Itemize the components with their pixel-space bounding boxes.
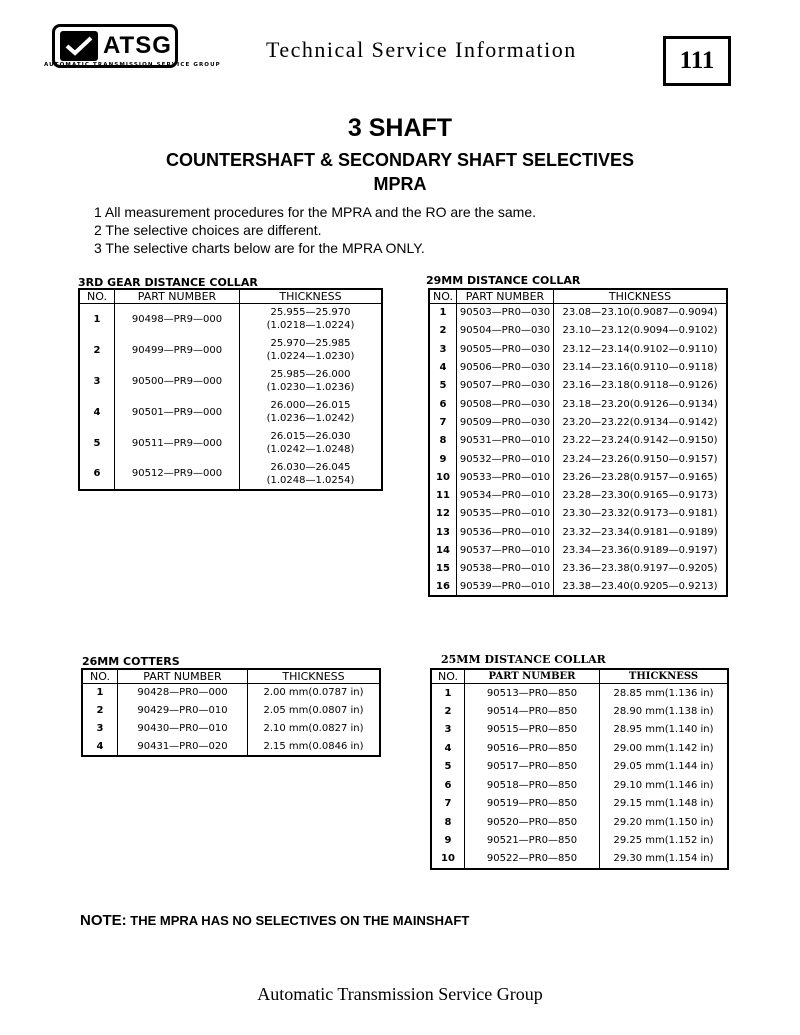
- row-number: 14: [429, 541, 457, 559]
- thickness-value: 29.25 mm(1.152 in): [600, 832, 729, 851]
- thickness-value: 23.36—23.38(0.9197—0.9205): [554, 560, 728, 578]
- table-row: [79, 304, 382, 335]
- part-number: 90430—PR0—010: [118, 720, 248, 738]
- thickness-value: 23.32—23.34(0.9181—0.9189): [554, 523, 728, 541]
- row-number: 13: [429, 523, 457, 541]
- part-number: 90507—PR0—030: [457, 377, 554, 395]
- table-row: [429, 413, 727, 431]
- table-29mm-distance-collar: [428, 288, 728, 597]
- part-number: 90515—PR0—850: [465, 721, 600, 740]
- thickness-value: 23.18—23.20(0.9126—0.9134): [554, 395, 728, 413]
- thickness-mm: 25.985—26.000: [270, 369, 351, 380]
- table-row: [82, 720, 380, 738]
- thickness-value: 2.10 mm(0.0827 in): [248, 720, 381, 738]
- row-number: 8: [429, 432, 457, 450]
- row-number: 2: [429, 322, 457, 340]
- table-row: [429, 304, 727, 322]
- table-row: [79, 459, 382, 490]
- table-row: [429, 578, 727, 596]
- note-text: THE MPRA HAS NO SELECTIVES ON THE MAINSHAFT: [126, 913, 470, 928]
- row-number: 10: [431, 850, 465, 869]
- model-label: MPRA: [373, 174, 427, 194]
- part-number: 90512—PR9—000: [115, 459, 240, 490]
- thickness-value: 29.00 mm(1.142 in): [600, 739, 729, 758]
- row-number: 4: [82, 738, 118, 756]
- thickness-value: 2.05 mm(0.0807 in): [248, 702, 381, 720]
- mainshaft-note: [80, 912, 469, 929]
- table-caption-29mm: 29MM DISTANCE COLLAR: [426, 274, 581, 287]
- row-number: 3: [431, 721, 465, 740]
- row-number: 1: [431, 684, 465, 703]
- part-number: 90537—PR0—010: [457, 541, 554, 559]
- part-number: 90532—PR0—010: [457, 450, 554, 468]
- row-number: 1: [79, 304, 115, 335]
- footer: Automatic Transmission Service Group: [257, 984, 543, 1004]
- table-row: [79, 397, 382, 428]
- table-row: [429, 377, 727, 395]
- row-number: 6: [79, 459, 115, 490]
- thickness-value: 23.14—23.16(0.9110—0.9118): [554, 358, 728, 376]
- table-caption-25mm: 25MM DISTANCE COLLAR: [441, 653, 606, 666]
- table-row: [429, 468, 727, 486]
- thickness-value: 23.30—23.32(0.9173—0.9181): [554, 505, 728, 523]
- row-number: 1: [82, 684, 118, 702]
- thickness-mm: 25.955—25.970: [270, 307, 351, 319]
- part-number: 90539—PR0—010: [457, 578, 554, 596]
- table-row: [431, 832, 728, 851]
- table-row: [79, 335, 382, 366]
- row-number: 2: [82, 702, 118, 720]
- thickness-value: 29.30 mm(1.154 in): [600, 850, 729, 869]
- thickness-in: (1.0242—1.0248): [266, 444, 355, 455]
- thickness-cell: [240, 397, 383, 428]
- checkmark-icon: [60, 31, 98, 61]
- part-number: 90501—PR9—000: [115, 397, 240, 428]
- table-row: [429, 541, 727, 559]
- row-number: 2: [431, 702, 465, 721]
- part-number: 90513—PR0—850: [465, 684, 600, 703]
- thickness-mm: 26.015—26.030: [270, 431, 351, 442]
- row-number: 4: [79, 397, 115, 428]
- table-row: [429, 358, 727, 376]
- thickness-cell: [240, 459, 383, 490]
- table-row: [429, 340, 727, 358]
- row-number: 9: [429, 450, 457, 468]
- thickness-in: (1.0224—1.0230): [266, 351, 355, 362]
- column-header: PART NUMBER: [465, 669, 600, 684]
- part-number: 90522—PR0—850: [465, 850, 600, 869]
- thickness-value: 2.15 mm(0.0846 in): [248, 738, 381, 756]
- table-25mm-distance-collar: [430, 668, 729, 870]
- thickness-value: 23.16—23.18(0.9118—0.9126): [554, 377, 728, 395]
- thickness-value: 28.85 mm(1.136 in): [600, 684, 729, 703]
- part-number: 90521—PR0—850: [465, 832, 600, 851]
- thickness-in: (1.0236—1.0242): [266, 413, 355, 424]
- thickness-cell: [240, 335, 383, 366]
- table-caption-26mm: 26MM COTTERS: [82, 655, 180, 668]
- part-number: 90505—PR0—030: [457, 340, 554, 358]
- table-row: [431, 776, 728, 795]
- row-number: 5: [79, 428, 115, 459]
- part-number: 90534—PR0—010: [457, 486, 554, 504]
- part-number: 90514—PR0—850: [465, 702, 600, 721]
- column-header: NO.: [431, 669, 465, 684]
- row-number: 3: [429, 340, 457, 358]
- part-number: 90431—PR0—020: [118, 738, 248, 756]
- table-row: [431, 702, 728, 721]
- page-title: 3 SHAFT: [347, 114, 453, 142]
- thickness-value: 28.95 mm(1.140 in): [600, 721, 729, 740]
- thickness-value: 29.20 mm(1.150 in): [600, 813, 729, 832]
- thickness-in: (1.0230—1.0236): [266, 382, 355, 393]
- part-number: 90504—PR0—030: [457, 322, 554, 340]
- row-number: 16: [429, 578, 457, 596]
- table-row: [431, 850, 728, 869]
- table-row: [429, 432, 727, 450]
- table-row: [79, 366, 382, 397]
- row-number: 7: [431, 795, 465, 814]
- row-number: 6: [431, 776, 465, 795]
- table-caption-3rd-gear: 3RD GEAR DISTANCE COLLAR: [78, 276, 258, 289]
- part-number: 90508—PR0—030: [457, 395, 554, 413]
- table-row: [431, 795, 728, 814]
- column-header: PART NUMBER: [115, 289, 240, 304]
- table-row: [431, 758, 728, 777]
- row-number: 9: [431, 832, 465, 851]
- table-row: [431, 813, 728, 832]
- table-row: [82, 684, 380, 702]
- column-header: PART NUMBER: [118, 669, 248, 684]
- row-number: 11: [429, 486, 457, 504]
- thickness-mm: 26.000—26.015: [270, 400, 351, 411]
- table-row: [82, 702, 380, 720]
- part-number: 90517—PR0—850: [465, 758, 600, 777]
- table-26mm-cotters: [81, 668, 381, 757]
- table-row: [431, 721, 728, 740]
- thickness-cell: [240, 366, 383, 397]
- part-number: 90516—PR0—850: [465, 739, 600, 758]
- thickness-value: 29.05 mm(1.144 in): [600, 758, 729, 777]
- thickness-value: 23.26—23.28(0.9157—0.9165): [554, 468, 728, 486]
- part-number: 90511—PR9—000: [115, 428, 240, 459]
- row-number: 15: [429, 560, 457, 578]
- part-number: 90428—PR0—000: [118, 684, 248, 702]
- row-number: 6: [429, 395, 457, 413]
- column-header: THICKNESS: [240, 289, 383, 304]
- row-number: 4: [431, 739, 465, 758]
- part-number: 90533—PR0—010: [457, 468, 554, 486]
- column-header: THICKNESS: [600, 669, 729, 684]
- thickness-mm: 26.030—26.045: [270, 461, 351, 473]
- note-item: 3 The selective charts below are for the MPRA ONLY.: [94, 240, 425, 256]
- thickness-mm: 25.970—25.985: [270, 338, 351, 349]
- part-number: 90509—PR0—030: [457, 413, 554, 431]
- part-number: 90503—PR0—030: [457, 304, 554, 322]
- table-row: [431, 739, 728, 758]
- thickness-value: 23.38—23.40(0.9205—0.9213): [554, 578, 728, 596]
- row-number: 3: [79, 366, 115, 397]
- part-number: 90500—PR9—000: [115, 366, 240, 397]
- part-number: 90538—PR0—010: [457, 560, 554, 578]
- thickness-in: (1.0218—1.0224): [266, 320, 355, 332]
- thickness-value: 23.24—23.26(0.9150—0.9157): [554, 450, 728, 468]
- thickness-value: 23.12—23.14(0.9102—0.9110): [554, 340, 728, 358]
- thickness-in: (1.0248—1.0254): [266, 474, 355, 486]
- thickness-value: 23.34—23.36(0.9189—0.9197): [554, 541, 728, 559]
- row-number: 5: [429, 377, 457, 395]
- row-number: 2: [79, 335, 115, 366]
- note-item: 2 The selective choices are different.: [94, 222, 322, 238]
- column-header: THICKNESS: [554, 289, 728, 304]
- thickness-value: 29.15 mm(1.148 in): [600, 795, 729, 814]
- part-number: 90519—PR0—850: [465, 795, 600, 814]
- row-number: 10: [429, 468, 457, 486]
- table-row: [429, 523, 727, 541]
- logo-text: ATSG: [103, 32, 172, 59]
- thickness-value: 23.22—23.24(0.9142—0.9150): [554, 432, 728, 450]
- note-item: 1 All measurement procedures for the MPRA and the RO are the same.: [94, 204, 536, 220]
- part-number: 90518—PR0—850: [465, 776, 600, 795]
- column-header: NO.: [82, 669, 118, 684]
- page-subtitle: COUNTERSHAFT & SECONDARY SHAFT SELECTIVES: [165, 150, 635, 170]
- table-3rd-gear-distance-collar: [78, 288, 383, 491]
- thickness-value: 23.08—23.10(0.9087—0.9094): [554, 304, 728, 322]
- table-row: [429, 505, 727, 523]
- row-number: 7: [429, 413, 457, 431]
- row-number: 3: [82, 720, 118, 738]
- note-label: NOTE:: [80, 912, 127, 929]
- row-number: 8: [431, 813, 465, 832]
- thickness-value: 2.00 mm(0.0787 in): [248, 684, 381, 702]
- column-header: NO.: [429, 289, 457, 304]
- part-number: 90520—PR0—850: [465, 813, 600, 832]
- part-number: 90498—PR9—000: [115, 304, 240, 335]
- thickness-cell: [240, 428, 383, 459]
- row-number: 1: [429, 304, 457, 322]
- table-row: [79, 428, 382, 459]
- part-number: 90499—PR9—000: [115, 335, 240, 366]
- table-row: [429, 450, 727, 468]
- page-number: 111: [663, 36, 731, 86]
- table-row: [82, 738, 380, 756]
- table-row: [431, 684, 728, 703]
- column-header: NO.: [79, 289, 115, 304]
- table-row: [429, 486, 727, 504]
- thickness-value: 23.28—23.30(0.9165—0.9173): [554, 486, 728, 504]
- thickness-value: 29.10 mm(1.146 in): [600, 776, 729, 795]
- table-row: [429, 560, 727, 578]
- row-number: 4: [429, 358, 457, 376]
- thickness-value: 28.90 mm(1.138 in): [600, 702, 729, 721]
- thickness-value: 23.20—23.22(0.9134—0.9142): [554, 413, 728, 431]
- row-number: 5: [431, 758, 465, 777]
- table-row: [429, 395, 727, 413]
- part-number: 90535—PR0—010: [457, 505, 554, 523]
- table-row: [429, 322, 727, 340]
- part-number: 90536—PR0—010: [457, 523, 554, 541]
- logo-subtext: AUTOMATIC TRANSMISSION SERVICE GROUP: [44, 62, 221, 68]
- part-number: 90531—PR0—010: [457, 432, 554, 450]
- notes-list: [94, 203, 536, 257]
- row-number: 12: [429, 505, 457, 523]
- thickness-cell: [240, 304, 383, 335]
- column-header: PART NUMBER: [457, 289, 554, 304]
- part-number: 90429—PR0—010: [118, 702, 248, 720]
- header-title: Technical Service Information: [266, 37, 577, 62]
- column-header: THICKNESS: [248, 669, 381, 684]
- thickness-value: 23.10—23.12(0.9094—0.9102): [554, 322, 728, 340]
- part-number: 90506—PR0—030: [457, 358, 554, 376]
